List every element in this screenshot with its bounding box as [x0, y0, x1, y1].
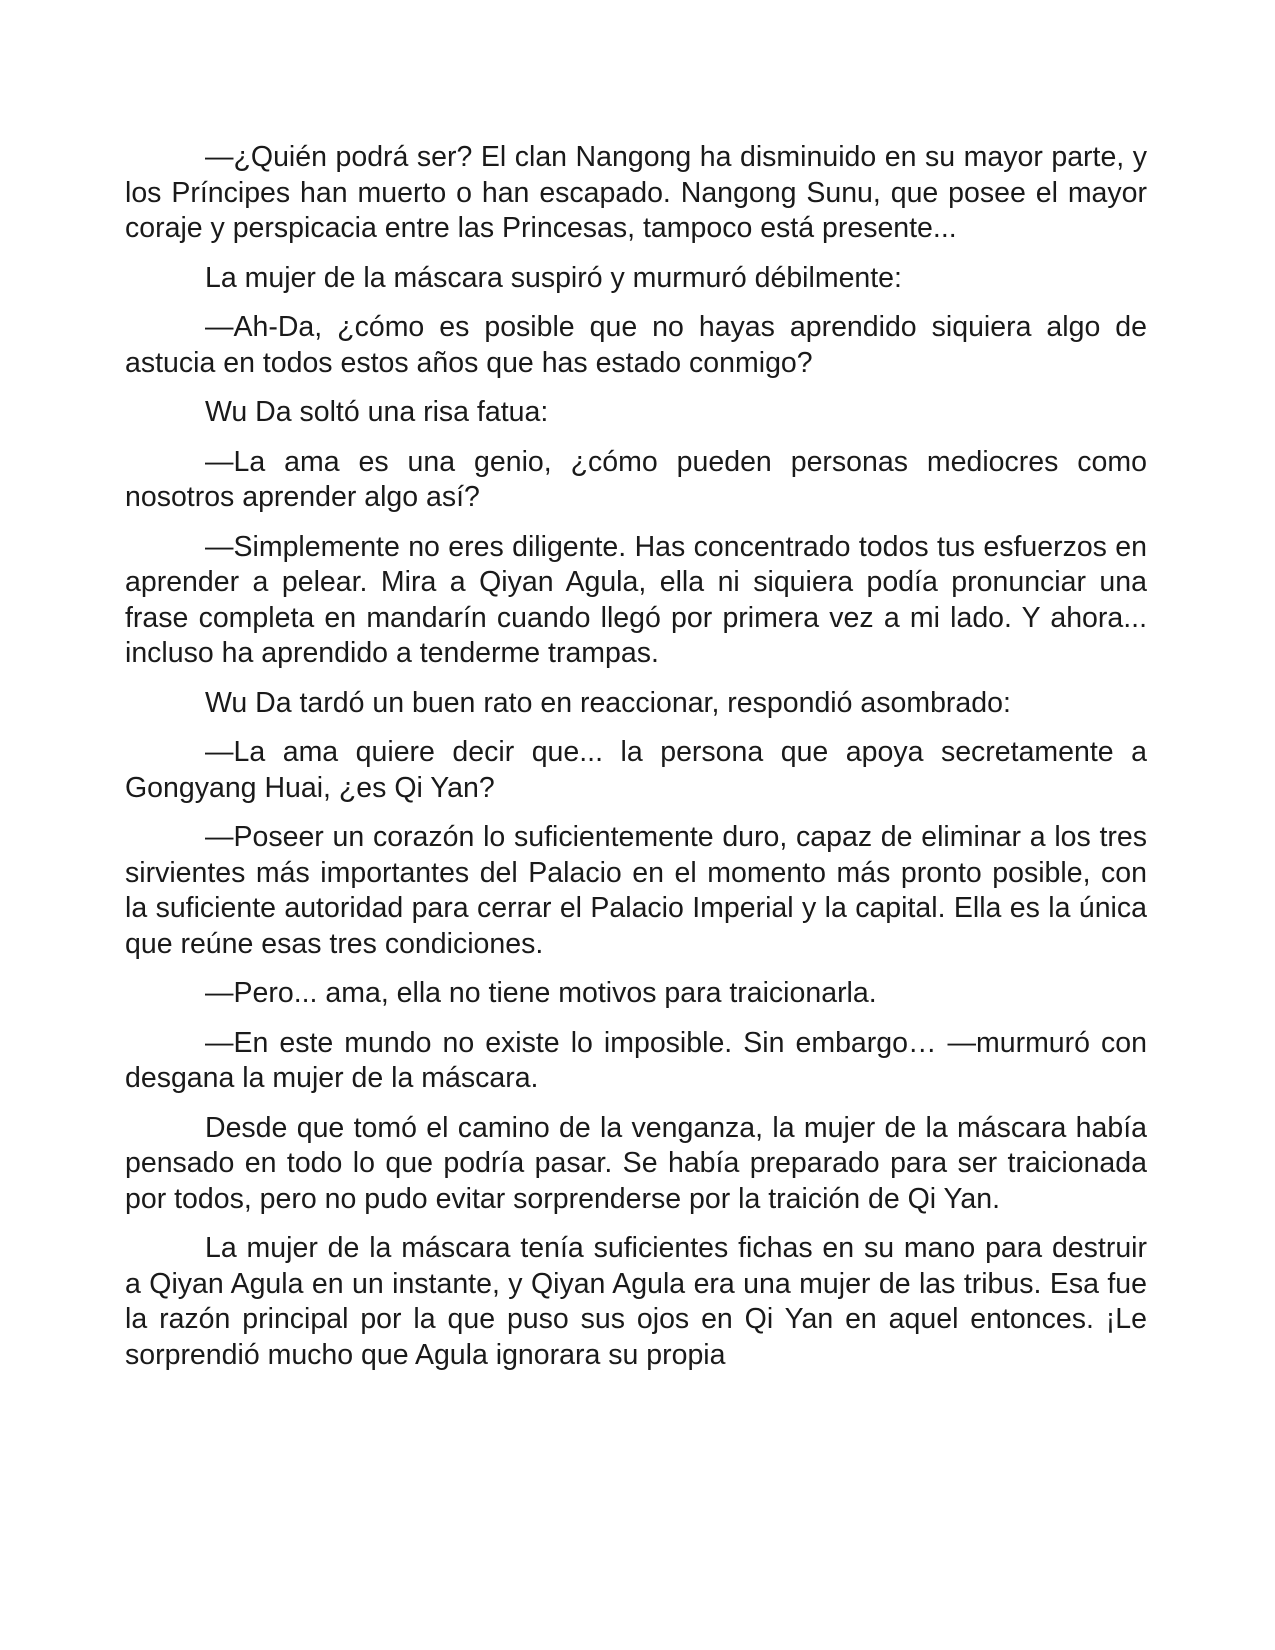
paragraph: —Pero... ama, ella no tiene motivos para traicionarla.: [205, 977, 877, 1009]
paragraph: La mujer de la máscara tenía suficientes fichas en su mano para destruir a Qiyan Agula en un instante, y Qiyan Agula era una mujer de las tribus. Esa fue la razón principal por la que puso sus ojos en Qi Yan en aquel entonces. ¡Le sorprendió mucho que Agula ignorara su propia: [125, 1232, 1147, 1371]
paragraph: La mujer de la máscara suspiró y murmuró débilmente:: [205, 261, 902, 294]
paragraph: —¿Quién podrá ser? El clan Nangong ha disminuido en su mayor parte, y los Príncipes han muerto o han escapado. Nangong Sunu, que posee el mayor coraje y perspicacia entre las Princesas, tampoco está presente...: [125, 141, 1147, 244]
paragraph: —En este mundo no existe lo imposible. Sin embargo… —murmuró con desgana la mujer de la máscara.: [125, 1026, 1147, 1094]
paragraph: —Simplemente no eres diligente. Has concentrado todos tus esfuerzos en aprender a pelear. Mira a Qiyan Agula, ella ni siquiera podía pronunciar una frase completa en mandarín cuando llegó por primera vez a mi lado. Y ahora... incluso ha aprendido a tenderme trampas.: [125, 530, 1147, 669]
paragraph: —La ama es una genio, ¿cómo pueden personas mediocres como nosotros aprender algo así?: [125, 445, 1147, 513]
paragraph: Wu Da tardó un buen rato en reaccionar, respondió asombrado:: [205, 686, 1011, 719]
paragraph: Wu Da soltó una risa fatua:: [205, 396, 549, 428]
paragraph: Desde que tomó el camino de la venganza, la mujer de la máscara había pensado en todo lo que podría pasar. Se había preparado para ser traicionada por todos, pero no pudo evitar sorprenderse por la traición de Qi Yan.: [125, 1111, 1147, 1215]
paragraph: —Ah-Da, ¿cómo es posible que no hayas aprendido siquiera algo de astucia en todos estos años que has estado conmigo?: [125, 311, 1147, 379]
paragraph: —Poseer un corazón lo suficientemente duro, capaz de eliminar a los tres sirvientes más importantes del Palacio en el momento más pronto posible, con la suficiente autoridad para cerrar el Palacio Imperial y la capital. Ella es la única que reúne esas tres condiciones.: [125, 821, 1147, 960]
paragraph: —La ama quiere decir que... la persona que apoya secretamente a Gongyang Huai, ¿es Qi Yan?: [125, 736, 1147, 804]
document-page: [125, 140, 1147, 1387]
